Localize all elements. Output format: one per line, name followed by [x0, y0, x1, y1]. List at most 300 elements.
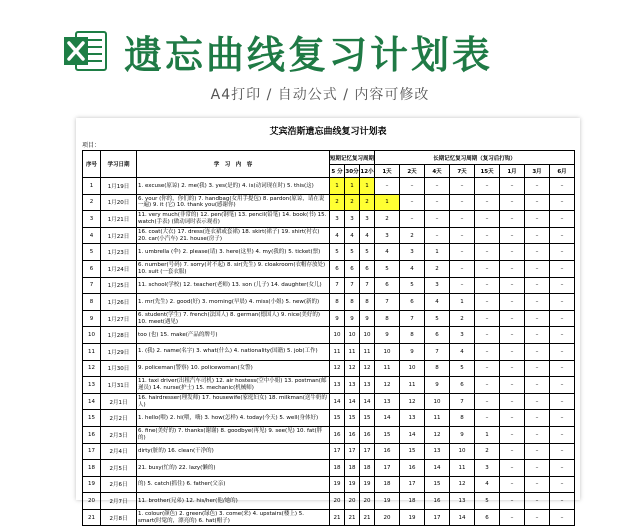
cell-long-review[interactable]: 3	[425, 277, 450, 294]
cell-long-review[interactable]: 13	[425, 443, 450, 460]
cell-long-review[interactable]: –	[475, 377, 500, 394]
cell-long-review[interactable]: –	[550, 294, 575, 311]
cell-long-review[interactable]: 11	[375, 360, 400, 377]
cell-long-review[interactable]: 2	[425, 260, 450, 277]
cell-long-review[interactable]: 17	[400, 476, 425, 493]
cell-long-review[interactable]: –	[525, 509, 550, 526]
cell-long-review[interactable]: 3	[400, 244, 425, 261]
cell-long-review[interactable]: –	[550, 178, 575, 195]
cell-long-review[interactable]: 2	[475, 443, 500, 460]
cell-long-review[interactable]: –	[525, 393, 550, 410]
cell-long-review[interactable]: 12	[375, 377, 400, 394]
cell-long-review[interactable]: 20	[375, 509, 400, 526]
cell-long-review[interactable]: –	[450, 194, 475, 211]
cell-short-review[interactable]: 14	[345, 393, 360, 410]
cell-short-review[interactable]: 12	[345, 360, 360, 377]
cell-short-review[interactable]: 15	[360, 410, 375, 427]
cell-long-review[interactable]: –	[500, 426, 525, 443]
cell-long-review[interactable]: –	[500, 377, 525, 394]
cell-short-review[interactable]: 18	[360, 460, 375, 477]
cell-long-review[interactable]: –	[475, 310, 500, 327]
cell-long-review[interactable]: 4	[450, 343, 475, 360]
cell-long-review[interactable]: 3	[475, 460, 500, 477]
cell-seq[interactable]: 5	[83, 244, 101, 261]
cell-short-review[interactable]: 17	[345, 443, 360, 460]
cell-content[interactable]: 6. number(号码) 7. sorry(对不起) 8. sir(先生) 9. cloakroom(衣帽存放处) 10. suit (一套衣服)	[137, 260, 330, 277]
cell-long-review[interactable]: 10	[400, 360, 425, 377]
cell-long-review[interactable]: –	[475, 260, 500, 277]
cell-long-review[interactable]: –	[525, 310, 550, 327]
cell-long-review[interactable]: –	[475, 294, 500, 311]
cell-content[interactable]: dirty(脏的) 16. clean(干净的)	[137, 443, 330, 460]
cell-seq[interactable]: 8	[83, 294, 101, 311]
cell-long-review[interactable]: 9	[400, 343, 425, 360]
cell-date[interactable]: 1月21日	[101, 211, 137, 228]
cell-long-review[interactable]: 4	[400, 260, 425, 277]
cell-short-review[interactable]: 6	[330, 260, 345, 277]
cell-long-review[interactable]: –	[400, 194, 425, 211]
cell-short-review[interactable]: 20	[345, 493, 360, 510]
cell-long-review[interactable]: 5	[425, 310, 450, 327]
cell-long-review[interactable]: 4	[375, 244, 400, 261]
cell-seq[interactable]: 2	[83, 194, 101, 211]
cell-long-review[interactable]: 11	[425, 410, 450, 427]
cell-long-review[interactable]: –	[500, 460, 525, 477]
cell-long-review[interactable]: –	[500, 260, 525, 277]
cell-seq[interactable]: 13	[83, 377, 101, 394]
cell-seq[interactable]: 15	[83, 410, 101, 427]
cell-long-review[interactable]: –	[500, 343, 525, 360]
cell-short-review[interactable]: 13	[345, 377, 360, 394]
cell-long-review[interactable]: –	[475, 227, 500, 244]
cell-long-review[interactable]: –	[500, 194, 525, 211]
cell-long-review[interactable]: –	[550, 227, 575, 244]
cell-short-review[interactable]: 6	[360, 260, 375, 277]
cell-short-review[interactable]: 2	[345, 194, 360, 211]
cell-long-review[interactable]: –	[525, 343, 550, 360]
cell-long-review[interactable]: 15	[425, 476, 450, 493]
cell-long-review[interactable]: 4	[425, 294, 450, 311]
cell-long-review[interactable]: –	[475, 343, 500, 360]
cell-short-review[interactable]: 8	[330, 294, 345, 311]
cell-short-review[interactable]: 8	[345, 294, 360, 311]
cell-short-review[interactable]: 3	[345, 211, 360, 228]
cell-content[interactable]: 11. school(学校) 12. teacher(老师) 13. son (儿子) 14. daughter(女儿)	[137, 277, 330, 294]
cell-short-review[interactable]: 8	[360, 294, 375, 311]
table-row	[83, 294, 575, 311]
cell-short-review[interactable]: 17	[330, 443, 345, 460]
cell-seq[interactable]: 9	[83, 310, 101, 327]
cell-long-review[interactable]: –	[375, 178, 400, 195]
cell-long-review[interactable]: –	[500, 360, 525, 377]
cell-short-review[interactable]: 10	[345, 327, 360, 344]
cell-short-review[interactable]: 2	[360, 194, 375, 211]
cell-short-review[interactable]: 13	[360, 377, 375, 394]
cell-long-review[interactable]: 3	[450, 327, 475, 344]
cell-long-review[interactable]: 16	[375, 443, 400, 460]
cell-short-review[interactable]: 12	[330, 360, 345, 377]
cell-short-review[interactable]: 17	[360, 443, 375, 460]
cell-long-review[interactable]: –	[550, 244, 575, 261]
cell-long-review[interactable]: 19	[375, 493, 400, 510]
cell-seq[interactable]: 19	[83, 476, 101, 493]
cell-long-review[interactable]: 2	[375, 211, 400, 228]
table-row	[83, 426, 575, 443]
cell-seq[interactable]: 20	[83, 493, 101, 510]
cell-long-review[interactable]: –	[500, 493, 525, 510]
cell-date[interactable]: 1月20日	[101, 194, 137, 211]
cell-long-review[interactable]: –	[475, 194, 500, 211]
cell-date[interactable]: 2月1日	[101, 393, 137, 410]
cell-long-review[interactable]: 14	[425, 460, 450, 477]
cell-long-review[interactable]: –	[525, 194, 550, 211]
cell-long-review[interactable]: 7	[450, 393, 475, 410]
cell-long-review[interactable]: –	[500, 294, 525, 311]
cell-long-review[interactable]: 5	[375, 260, 400, 277]
cell-short-review[interactable]: 15	[345, 410, 360, 427]
cell-long-review[interactable]: –	[475, 393, 500, 410]
cell-long-review[interactable]: –	[525, 360, 550, 377]
cell-short-review[interactable]: 20	[330, 493, 345, 510]
cell-long-review[interactable]: 12	[425, 426, 450, 443]
cell-short-review[interactable]: 5	[330, 244, 345, 261]
cell-short-review[interactable]: 18	[330, 460, 345, 477]
cell-long-review[interactable]: –	[450, 178, 475, 195]
cell-long-review[interactable]: –	[450, 211, 475, 228]
cell-date[interactable]: 2月3日	[101, 426, 137, 443]
cell-long-review[interactable]: –	[500, 244, 525, 261]
cell-long-review[interactable]: 14	[400, 426, 425, 443]
cell-long-review[interactable]: 3	[375, 227, 400, 244]
cell-short-review[interactable]: 21	[360, 509, 375, 526]
cell-short-review[interactable]: 5	[360, 244, 375, 261]
cell-long-review[interactable]: 6	[400, 294, 425, 311]
cell-long-review[interactable]: –	[475, 178, 500, 195]
cell-content[interactable]: 11. taxi driver(出租汽车司机) 12. air hostess(空中小姐) 13. postman(邮递员) 14. nurse(护士) 15. mechanic(机械师)	[137, 377, 330, 394]
cell-long-review[interactable]: –	[550, 310, 575, 327]
cell-short-review[interactable]: 6	[345, 260, 360, 277]
cell-long-review[interactable]: 18	[400, 493, 425, 510]
cell-long-review[interactable]: 19	[400, 509, 425, 526]
cell-long-review[interactable]: 6	[425, 327, 450, 344]
cell-long-review[interactable]: 1	[475, 426, 500, 443]
cell-content[interactable]: 1. hello(喂) 2. hi(喂，嗨) 3. how(怎样) 4. today(今天) 5. well(身体好)	[137, 410, 330, 427]
cell-long-review[interactable]: 12	[400, 393, 425, 410]
cell-long-review[interactable]: –	[450, 260, 475, 277]
cell-long-review[interactable]: 1	[375, 194, 400, 211]
cell-long-review[interactable]: 10	[425, 393, 450, 410]
cell-content[interactable]: 6. fine(美好的) 7. thanks(谢谢) 8. goodbye(再见) 9. see(见) 10. fat(胖的)	[137, 426, 330, 443]
cell-date[interactable]: 1月31日	[101, 377, 137, 394]
cell-long-review[interactable]: 7	[400, 310, 425, 327]
cell-date[interactable]: 1月28日	[101, 327, 137, 344]
cell-long-review[interactable]: –	[550, 410, 575, 427]
cell-long-review[interactable]: –	[550, 443, 575, 460]
cell-seq[interactable]: 17	[83, 443, 101, 460]
cell-long-review[interactable]: –	[550, 509, 575, 526]
cell-short-review[interactable]: 11	[345, 343, 360, 360]
cell-seq[interactable]: 11	[83, 343, 101, 360]
cell-long-review[interactable]: 16	[425, 493, 450, 510]
cell-long-review[interactable]: 13	[375, 393, 400, 410]
cell-short-review[interactable]: 2	[330, 194, 345, 211]
cell-short-review[interactable]: 10	[360, 327, 375, 344]
cell-long-review[interactable]: –	[450, 277, 475, 294]
cell-long-review[interactable]: 6	[375, 277, 400, 294]
cell-long-review[interactable]: –	[550, 343, 575, 360]
cell-short-review[interactable]: 9	[360, 310, 375, 327]
cell-long-review[interactable]: –	[525, 377, 550, 394]
cell-long-review[interactable]: –	[425, 178, 450, 195]
cell-date[interactable]: 2月8日	[101, 509, 137, 526]
cell-long-review[interactable]: –	[400, 178, 425, 195]
cell-seq[interactable]: 10	[83, 327, 101, 344]
cell-long-review[interactable]: 15	[375, 426, 400, 443]
cell-date[interactable]: 2月7日	[101, 493, 137, 510]
cell-date[interactable]: 1月26日	[101, 294, 137, 311]
cell-long-review[interactable]: –	[500, 277, 525, 294]
cell-long-review[interactable]: –	[525, 277, 550, 294]
cell-long-review[interactable]: 15	[400, 443, 425, 460]
cell-long-review[interactable]: 7	[425, 343, 450, 360]
cell-content[interactable]: 1. mr(先生) 2. good(好) 3. morning(早晨) 4. miss(小姐) 5. new(新的)	[137, 294, 330, 311]
cell-content[interactable]: 1. excuse(原谅) 2. me(我) 3. yes(是的) 4. is(动词现在时) 5. this(这)	[137, 178, 330, 195]
cell-seq[interactable]: 7	[83, 277, 101, 294]
cell-seq[interactable]: 3	[83, 211, 101, 228]
cell-long-review[interactable]: –	[500, 443, 525, 460]
cell-date[interactable]: 1月24日	[101, 260, 137, 277]
cell-short-review[interactable]: 19	[360, 476, 375, 493]
cell-long-review[interactable]: 13	[450, 493, 475, 510]
cell-long-review[interactable]: 12	[450, 476, 475, 493]
cell-long-review[interactable]: –	[525, 327, 550, 344]
cell-long-review[interactable]: –	[550, 493, 575, 510]
cell-short-review[interactable]: 14	[360, 393, 375, 410]
cell-long-review[interactable]: 17	[375, 460, 400, 477]
cell-long-review[interactable]: 8	[450, 410, 475, 427]
cell-seq[interactable]: 21	[83, 509, 101, 526]
cell-long-review[interactable]: –	[525, 443, 550, 460]
cell-seq[interactable]: 1	[83, 178, 101, 195]
cell-long-review[interactable]: 14	[450, 509, 475, 526]
cell-date[interactable]: 2月5日	[101, 460, 137, 477]
cell-long-review[interactable]: –	[425, 227, 450, 244]
cell-long-review[interactable]: –	[525, 211, 550, 228]
cell-long-review[interactable]: –	[525, 426, 550, 443]
cell-short-review[interactable]: 16	[360, 426, 375, 443]
table-row	[83, 460, 575, 477]
cell-long-review[interactable]: 7	[375, 294, 400, 311]
cell-seq[interactable]: 12	[83, 360, 101, 377]
cell-short-review[interactable]: 7	[345, 277, 360, 294]
cell-long-review[interactable]: –	[475, 360, 500, 377]
cell-long-review[interactable]: –	[550, 327, 575, 344]
cell-short-review[interactable]: 1	[345, 178, 360, 195]
cell-long-review[interactable]: –	[525, 294, 550, 311]
cell-short-review[interactable]: 20	[360, 493, 375, 510]
cell-long-review[interactable]: –	[525, 493, 550, 510]
cell-long-review[interactable]: 1	[450, 294, 475, 311]
cell-long-review[interactable]: –	[550, 476, 575, 493]
cell-content[interactable]: 1. colour(颜色) 2. green(绿色) 3. come(来) 4. upstairs(楼上) 5. smart(时髦的，漂亮的) 6. hat(帽子)	[137, 509, 330, 526]
cell-long-review[interactable]: –	[550, 260, 575, 277]
cell-long-review[interactable]: 18	[375, 476, 400, 493]
cell-long-review[interactable]: –	[550, 277, 575, 294]
cell-short-review[interactable]: 1	[360, 178, 375, 195]
cell-short-review[interactable]: 7	[360, 277, 375, 294]
cell-content[interactable]: too (也) 15. make(产品的牌号)	[137, 327, 330, 344]
cell-long-review[interactable]: –	[500, 211, 525, 228]
cell-date[interactable]: 1月25日	[101, 277, 137, 294]
cell-content[interactable]: 9. policeman(警察) 10. policewoman(女警)	[137, 360, 330, 377]
cell-date[interactable]: 1月23日	[101, 244, 137, 261]
table-row	[83, 327, 575, 344]
cell-content[interactable]: 21. busy(忙的) 22. lazy(懒的)	[137, 460, 330, 477]
cell-long-review[interactable]: –	[425, 194, 450, 211]
cell-date[interactable]: 2月2日	[101, 410, 137, 427]
cell-long-review[interactable]: 10	[450, 443, 475, 460]
cell-short-review[interactable]: 18	[345, 460, 360, 477]
cell-short-review[interactable]: 12	[360, 360, 375, 377]
cell-long-review[interactable]: –	[500, 310, 525, 327]
cell-date[interactable]: 1月22日	[101, 227, 137, 244]
cell-long-review[interactable]: –	[525, 178, 550, 195]
cell-long-review[interactable]: –	[550, 194, 575, 211]
cell-long-review[interactable]: –	[400, 211, 425, 228]
cell-content[interactable]: 的) 5. catch(抓住) 6. father(父亲)	[137, 476, 330, 493]
cell-short-review[interactable]: 7	[330, 277, 345, 294]
cell-short-review[interactable]: 9	[330, 310, 345, 327]
cell-long-review[interactable]: 2	[450, 310, 475, 327]
cell-long-review[interactable]: 5	[450, 360, 475, 377]
cell-seq[interactable]: 16	[83, 426, 101, 443]
cell-long-review[interactable]: –	[525, 227, 550, 244]
cell-date[interactable]: 2月4日	[101, 443, 137, 460]
cell-long-review[interactable]: –	[550, 360, 575, 377]
cell-long-review[interactable]: 8	[375, 310, 400, 327]
cell-long-review[interactable]: –	[500, 509, 525, 526]
cell-long-review[interactable]: –	[550, 426, 575, 443]
cell-long-review[interactable]: –	[500, 178, 525, 195]
cell-short-review[interactable]: 9	[345, 310, 360, 327]
cell-long-review[interactable]: 6	[450, 377, 475, 394]
cell-short-review[interactable]: 4	[330, 227, 345, 244]
cell-seq[interactable]: 18	[83, 460, 101, 477]
cell-long-review[interactable]: 14	[375, 410, 400, 427]
cell-long-review[interactable]: 16	[400, 460, 425, 477]
cell-long-review[interactable]: –	[525, 244, 550, 261]
cell-short-review[interactable]: 16	[345, 426, 360, 443]
cell-long-review[interactable]: –	[475, 410, 500, 427]
cell-long-review[interactable]: –	[450, 244, 475, 261]
cell-content[interactable]: 6. your (你的，你们的) 7. handbag(女用手提包) 8. pardon(原谅，请在说一遍) 9. it (它) 10. thank you(感谢你)	[137, 194, 330, 211]
cell-long-review[interactable]: –	[500, 227, 525, 244]
cell-short-review[interactable]: 5	[345, 244, 360, 261]
cell-long-review[interactable]: 5	[475, 493, 500, 510]
cell-long-review[interactable]: 17	[425, 509, 450, 526]
cell-long-review[interactable]: 6	[475, 509, 500, 526]
cell-short-review[interactable]: 4	[345, 227, 360, 244]
cell-short-review[interactable]: 19	[330, 476, 345, 493]
cell-long-review[interactable]: –	[425, 211, 450, 228]
cell-short-review[interactable]: 14	[330, 393, 345, 410]
cell-date[interactable]: 1月27日	[101, 310, 137, 327]
cell-content[interactable]: 16. coat(大衣) 17. dress(连衣裙或套裙) 18. skirt(裙子) 19. shirt(衬衣) 20. car(小汽车) 21. house(房子)	[137, 227, 330, 244]
cell-long-review[interactable]: –	[500, 476, 525, 493]
cell-long-review[interactable]: 4	[475, 476, 500, 493]
cell-long-review[interactable]: 13	[400, 410, 425, 427]
cell-long-review[interactable]: –	[500, 327, 525, 344]
cell-short-review[interactable]: 13	[330, 377, 345, 394]
cell-long-review[interactable]: –	[500, 393, 525, 410]
cell-long-review[interactable]: 5	[400, 277, 425, 294]
cell-short-review[interactable]: 21	[330, 509, 345, 526]
cell-short-review[interactable]: 4	[360, 227, 375, 244]
cell-short-review[interactable]: 11	[330, 343, 345, 360]
cell-long-review[interactable]: –	[525, 410, 550, 427]
cell-long-review[interactable]: 8	[425, 360, 450, 377]
cell-long-review[interactable]: 9	[425, 377, 450, 394]
cell-date[interactable]: 1月30日	[101, 360, 137, 377]
cell-content[interactable]: 6. student(学生) 7. french(法国人) 8. german(德国人) 9. nice(美好的) 10. meet(遇见)	[137, 310, 330, 327]
cell-long-review[interactable]: 2	[400, 227, 425, 244]
cell-long-review[interactable]: –	[525, 476, 550, 493]
cell-short-review[interactable]: 1	[330, 178, 345, 195]
cell-content[interactable]: 16. hairdresser(理发师) 17. housewife(家庭妇女) 18. milkman(送牛奶的人)	[137, 393, 330, 410]
cell-date[interactable]: 2月6日	[101, 476, 137, 493]
cell-long-review[interactable]: 11	[450, 460, 475, 477]
cell-long-review[interactable]: –	[550, 377, 575, 394]
cell-seq[interactable]: 4	[83, 227, 101, 244]
cell-long-review[interactable]: –	[500, 410, 525, 427]
cell-short-review[interactable]: 11	[360, 343, 375, 360]
cell-long-review[interactable]: 11	[400, 377, 425, 394]
table-row	[83, 211, 575, 228]
cell-long-review[interactable]: –	[475, 211, 500, 228]
cell-content[interactable]: 1. umbrella (伞) 2. please(请) 3. here(这里) 4. my(我的) 5. ticket(票)	[137, 244, 330, 261]
cell-short-review[interactable]: 3	[330, 211, 345, 228]
cell-short-review[interactable]: 16	[330, 426, 345, 443]
cell-long-review[interactable]: –	[550, 393, 575, 410]
cell-short-review[interactable]: 15	[330, 410, 345, 427]
cell-content[interactable]: 11. brother(兄弟) 12. his/her(他/她的)	[137, 493, 330, 510]
cell-date[interactable]: 1月29日	[101, 343, 137, 360]
cell-long-review[interactable]: –	[450, 227, 475, 244]
cell-short-review[interactable]: 3	[360, 211, 375, 228]
cell-seq[interactable]: 14	[83, 393, 101, 410]
cell-date[interactable]: 1月19日	[101, 178, 137, 195]
cell-long-review[interactable]: 8	[400, 327, 425, 344]
cell-long-review[interactable]: 1	[425, 244, 450, 261]
header-long-0: 1天	[375, 165, 400, 178]
cell-content[interactable]: 1. (我) 2. name(名字) 3. what(什么) 4. nationality(国籍) 5. job(工作)	[137, 343, 330, 360]
cell-short-review[interactable]: 21	[345, 509, 360, 526]
cell-long-review[interactable]: 9	[450, 426, 475, 443]
cell-long-review[interactable]: –	[475, 277, 500, 294]
cell-short-review[interactable]: 10	[330, 327, 345, 344]
cell-long-review[interactable]: –	[525, 260, 550, 277]
cell-short-review[interactable]: 19	[345, 476, 360, 493]
cell-long-review[interactable]: –	[475, 244, 500, 261]
cell-long-review[interactable]: 9	[375, 327, 400, 344]
cell-long-review[interactable]: –	[475, 327, 500, 344]
cell-seq[interactable]: 6	[83, 260, 101, 277]
cell-long-review[interactable]: –	[550, 460, 575, 477]
cell-long-review[interactable]: 10	[375, 343, 400, 360]
cell-content[interactable]: 11. very much(非常的) 12. pen(钢笔) 13. pencil(铅笔) 14. book(书) 15. watch(手表) (做动词时表示观看)	[137, 211, 330, 228]
cell-long-review[interactable]: –	[525, 460, 550, 477]
cell-long-review[interactable]: –	[550, 211, 575, 228]
